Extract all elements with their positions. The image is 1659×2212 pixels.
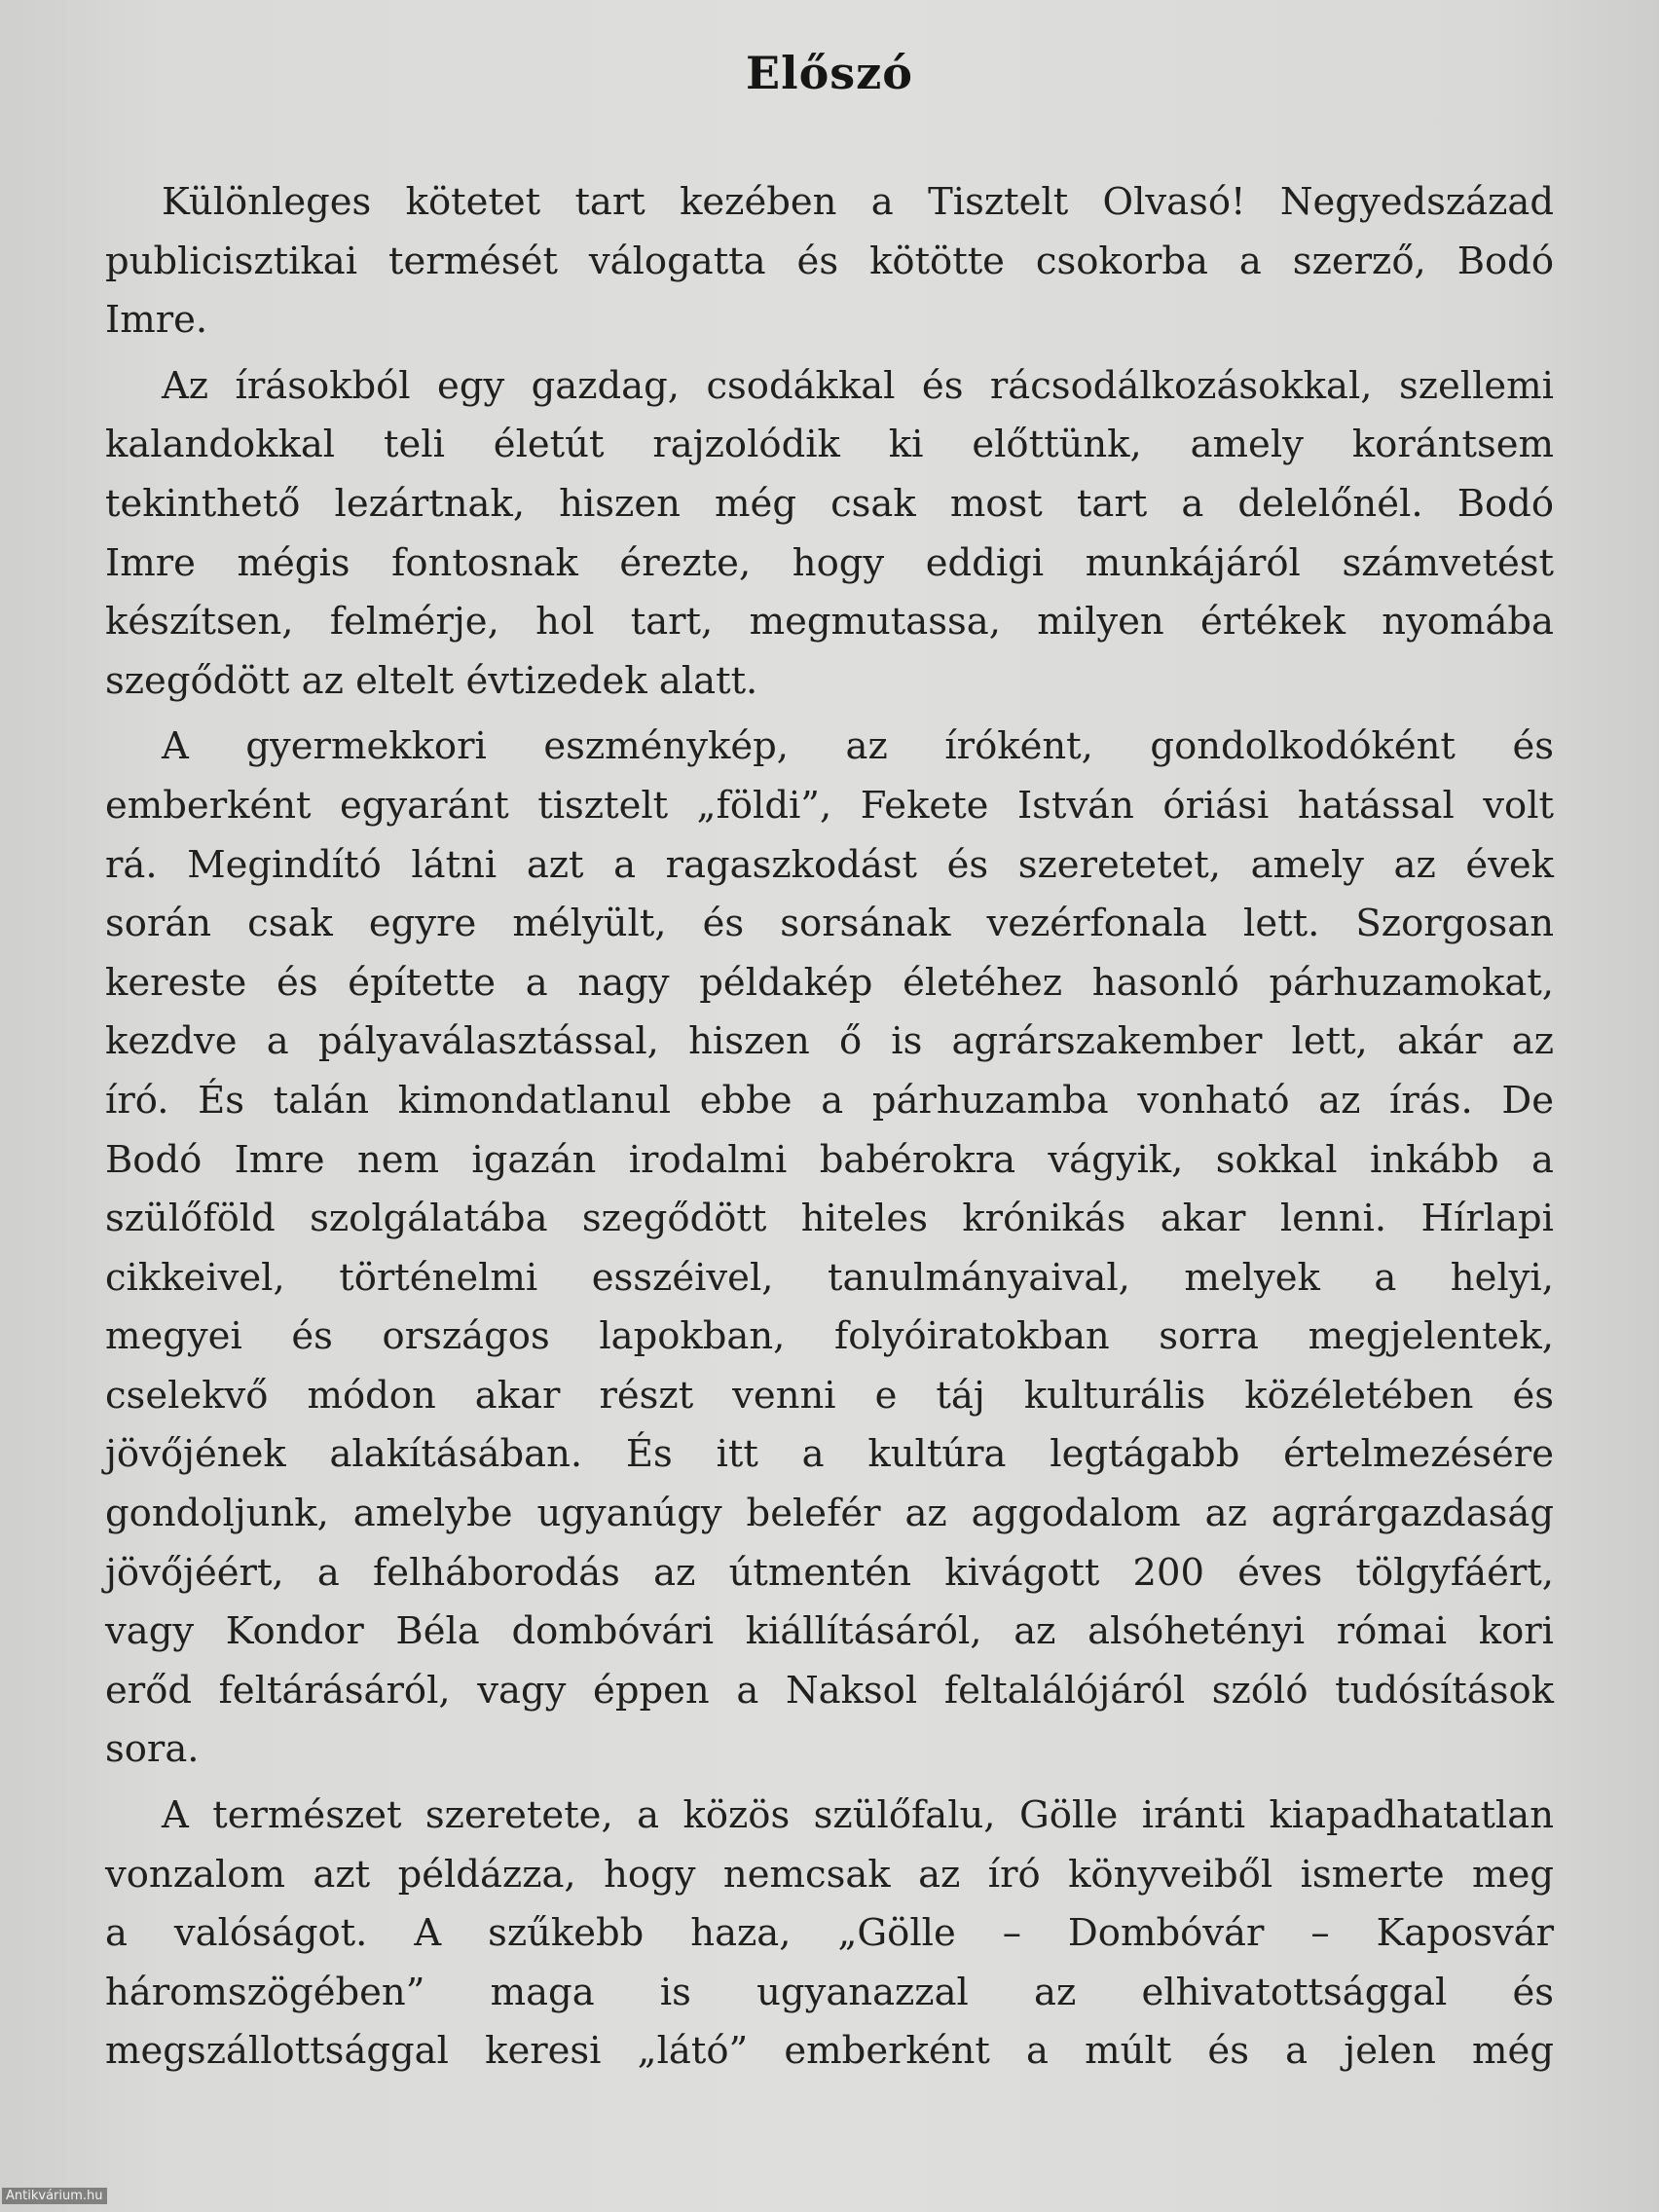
text-line: erőd feltárásáról, vagy éppen a Naksol feltalálójáról szóló tudósítások [105, 1668, 1554, 1713]
text-line: a valóságot. A szűkebb haza, „Gölle – Dombóvár – Kaposvár [105, 1911, 1554, 1956]
text-line: kezdve a pályaválasztással, hiszen ő is agrárszakember lett, akár az [105, 1019, 1554, 1064]
text-line: emberként egyaránt tisztelt „földi”, Fekete István óriási hatással volt [105, 783, 1554, 828]
paragraph [105, 1787, 1554, 2082]
text-line: gondoljunk, amelybe ugyanúgy belefér az aggodalom az agrárgazdaság [105, 1492, 1554, 1536]
paragraph [105, 357, 1554, 712]
text-line: Imre mégis fontosnak érezte, hogy eddigi munkájáról számvetést [105, 540, 1554, 585]
text-line: készítsen, felmérje, hol tart, megmutassa, milyen értékek nyomába [105, 600, 1554, 645]
text-line: A természet szeretete, a közös szülőfalu, Gölle iránti kiapadhatatlan [162, 1793, 1554, 1838]
text-line: szülőföld szolgálatába szegődött hiteles krónikás akar lenni. Hírlapi [105, 1197, 1554, 1241]
text-line: Imre. [105, 298, 208, 343]
text-line: vonzalom azt példázza, hogy nemcsak az író könyveiből ismerte meg [105, 1852, 1554, 1897]
text-line: jövőjéért, a felháborodás az útmentén kivágott 200 éves tölgyfáért, [105, 1550, 1554, 1595]
text-line: író. És talán kimondatlanul ebbe a párhuzamba vonható az írás. De [105, 1078, 1554, 1123]
text-line: tekinthető lezártnak, hiszen még csak most tart a delelőnél. Bodó [105, 481, 1554, 526]
text-line: A gyermekkori eszménykép, az íróként, gondolkodóként és [162, 724, 1554, 769]
text-line: háromszögében” maga is ugyanazzal az elhivatottsággal és [105, 1970, 1554, 2014]
text-line: megyei és országos lapokban, folyóiratokban sorra megjelentek, [105, 1314, 1554, 1359]
text-line: szegődött az eltelt évtizedek alatt. [105, 658, 758, 703]
text-line: Bodó Imre nem igazán irodalmi babérokra vágyik, sokkal inkább a [105, 1137, 1554, 1182]
text-line: kereste és építette a nagy példakép életéhez hasonló párhuzamokat, [105, 960, 1554, 1005]
text-line: vagy Kondor Béla dombóvári kiállításáról, az alsóhetényi római kori [105, 1609, 1554, 1654]
text-line: sora. [105, 1727, 200, 1772]
text-line: megszállottsággal keresi „látó” emberként a múlt és a jelen még [105, 2029, 1554, 2074]
page-title: Előszó [746, 47, 913, 99]
body-text [105, 173, 1554, 2088]
text-line: során csak egyre mélyült, és sorsának vezérfonala lett. Szorgosan [105, 902, 1554, 946]
text-line: kalandokkal teli életút rajzolódik ki előttünk, amely korántsem [105, 423, 1554, 467]
text-line: publicisztikai termését válogatta és kötötte csokorba a szerző, Bodó [105, 239, 1554, 283]
paragraph [105, 173, 1554, 350]
text-line: cikkeivel, történelmi esszéivel, tanulmányaival, melyek a helyi, [105, 1255, 1554, 1300]
text-line: jövőjének alakításában. És itt a kultúra legtágabb értelmezésére [105, 1432, 1554, 1477]
paragraph [105, 718, 1554, 1780]
text-line: Az írásokból egy gazdag, csodákkal és rácsodálkozásokkal, szellemi [162, 363, 1554, 408]
watermark-label: Antikvárium.hu [2, 2188, 107, 2204]
text-line: rá. Megindító látni azt a ragaszkodást és szeretetet, amely az évek [105, 842, 1554, 887]
text-line: Különleges kötetet tart kezében a Tisztelt Olvasó! Negyedszázad [162, 180, 1554, 224]
text-line: cselekvő módon akar részt venni e táj kulturális közéletében és [105, 1373, 1554, 1418]
